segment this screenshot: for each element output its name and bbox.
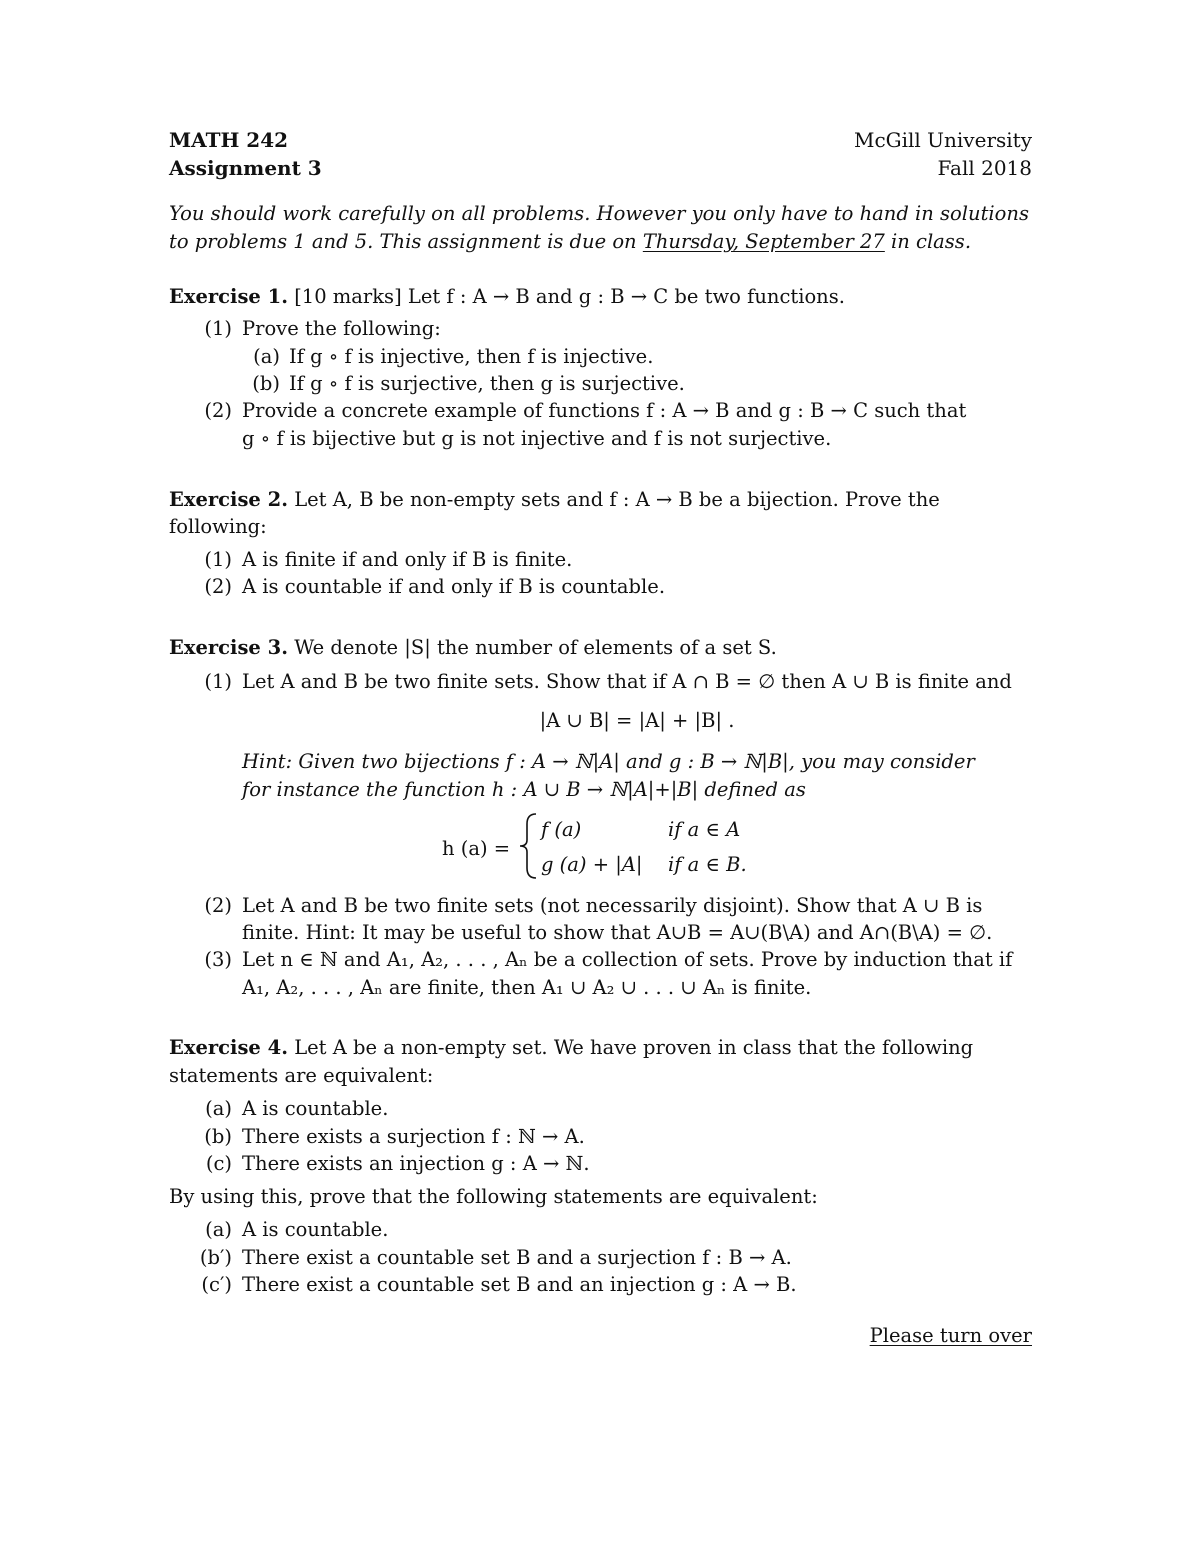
ex2-item-1: A is finite if and only if B is finite. xyxy=(242,548,573,571)
ex1-item-b: If g ∘ f is surjective, then g is surjective. xyxy=(289,372,685,395)
term: Fall 2018 xyxy=(937,156,1032,180)
assignment-title: Assignment 3 xyxy=(169,156,322,180)
ex3-equation: |A ∪ B| = |A| + |B| . xyxy=(539,709,735,732)
ex4-item-b: There exists a surjection f : ℕ → A. xyxy=(242,1125,585,1148)
ex1-item-b-number: (b) xyxy=(252,372,280,395)
university-name: McGill University xyxy=(853,128,1032,152)
due-date: Thursday, September 27 xyxy=(642,230,885,253)
ex3-item-2-number: (2) xyxy=(204,894,232,917)
exercise-1-intro: [10 marks] Let f : A → B and g : B → C be two functions. xyxy=(294,285,845,308)
intro-line-2-post: in class. xyxy=(884,230,972,253)
ex3-hint-line-2: for instance the function h : A ∪ B → ℕ|A|+|B| defined as xyxy=(242,778,806,801)
ex4-item-b-number: (b) xyxy=(204,1125,232,1148)
intro-line-1: You should work carefully on all problems. However you only have to hand in solutions xyxy=(169,202,1029,225)
left-brace xyxy=(518,812,540,884)
ex4-mid-text: By using this, prove that the following statements are equivalent: xyxy=(169,1185,818,1208)
ex2-item-1-number: (1) xyxy=(204,548,232,571)
intro-line-2-pre: to problems 1 and 5. This assignment is due on xyxy=(169,230,643,253)
exercise-2-heading xyxy=(169,486,940,514)
exercise-4-title: Exercise 4. xyxy=(169,1036,288,1059)
ex1-item-1: Prove the following: xyxy=(242,317,441,340)
exercise-1-title: Exercise 1. xyxy=(169,285,288,308)
ex1-item-a: If g ∘ f is injective, then f is injective. xyxy=(289,345,654,368)
ex4-item-a2: A is countable. xyxy=(242,1218,389,1241)
ex4-item-a-number: (a) xyxy=(205,1097,232,1120)
case-1-value: f (a) xyxy=(541,818,582,841)
ex4-item-a: A is countable. xyxy=(242,1097,389,1120)
ex2-item-2: A is countable if and only if B is countable. xyxy=(242,575,666,598)
case-1-condition: if a ∈ A xyxy=(668,818,741,841)
ex1-item-1-number: (1) xyxy=(204,317,232,340)
exercise-2-title: Exercise 2. xyxy=(169,488,288,511)
ex3-item-1: Let A and B be two finite sets. Show that if A ∩ B = ∅ then A ∪ B is finite and xyxy=(242,670,1012,693)
exercise-4-intro-line-2: statements are equivalent: xyxy=(169,1064,434,1087)
ex3-item-1-number: (1) xyxy=(204,670,232,693)
piecewise-lhs: h (a) = xyxy=(442,837,511,860)
ex4-item-c2-number: (c′) xyxy=(201,1273,232,1296)
intro-line-2 xyxy=(169,228,971,256)
ex3-item-2-line-2: finite. Hint: It may be useful to show that A∪B = A∪(B\A) and A∩(B\A) = ∅. xyxy=(242,921,993,944)
exercise-2-intro-line-2: following: xyxy=(169,515,267,538)
exercise-4-intro-line-1: Let A be a non-empty set. We have proven in class that the following xyxy=(294,1036,974,1059)
brace-icon xyxy=(518,812,540,880)
ex3-item-2-line-1: Let A and B be two finite sets (not necessarily disjoint). Show that A ∪ B is xyxy=(242,894,983,917)
ex4-item-a2-number: (a) xyxy=(205,1218,232,1241)
case-2-value: g (a) + |A| xyxy=(541,853,643,876)
exercise-1-heading xyxy=(169,283,845,311)
ex2-item-2-number: (2) xyxy=(204,575,232,598)
ex1-item-a-number: (a) xyxy=(253,345,280,368)
exercise-4-heading xyxy=(169,1034,973,1062)
case-2-condition: if a ∈ B. xyxy=(668,853,747,876)
exercise-3-heading xyxy=(169,634,777,662)
exercise-2-intro-line-1: Let A, B be non-empty sets and f : A → B be a bijection. Prove the xyxy=(294,488,940,511)
ex1-item-2-number: (2) xyxy=(204,399,232,422)
ex4-item-c2: There exist a countable set B and an injection g : A → B. xyxy=(242,1273,797,1296)
ex3-item-3-number: (3) xyxy=(204,948,232,971)
ex3-item-3-line-2: A₁, A₂, . . . , Aₙ are finite, then A₁ ∪ A₂ ∪ . . . ∪ Aₙ is finite. xyxy=(242,976,812,999)
exercise-3-title: Exercise 3. xyxy=(169,636,288,659)
ex4-item-b2-number: (b′) xyxy=(199,1246,232,1269)
exercise-3-intro: We denote |S| the number of elements of a set S. xyxy=(294,636,777,659)
ex1-item-2-line-1: Provide a concrete example of functions f : A → B and g : B → C such that xyxy=(242,399,967,422)
ex3-item-3-line-1: Let n ∈ ℕ and A₁, A₂, . . . , Aₙ be a collection of sets. Prove by induction that if xyxy=(242,948,1013,971)
ex3-hint-line-1: Hint: Given two bijections f : A → ℕ|A| and g : B → ℕ|B|, you may consider xyxy=(242,750,975,773)
ex1-item-2-line-2: g ∘ f is bijective but g is not injective and f is not surjective. xyxy=(242,427,832,450)
ex4-item-c-number: (c) xyxy=(205,1152,232,1175)
please-turn-over: Please turn over xyxy=(869,1324,1032,1347)
ex4-item-b2: There exist a countable set B and a surjection f : B → A. xyxy=(242,1246,792,1269)
ex4-item-c: There exists an injection g : A → ℕ. xyxy=(242,1152,590,1175)
course-code: MATH 242 xyxy=(169,128,289,152)
